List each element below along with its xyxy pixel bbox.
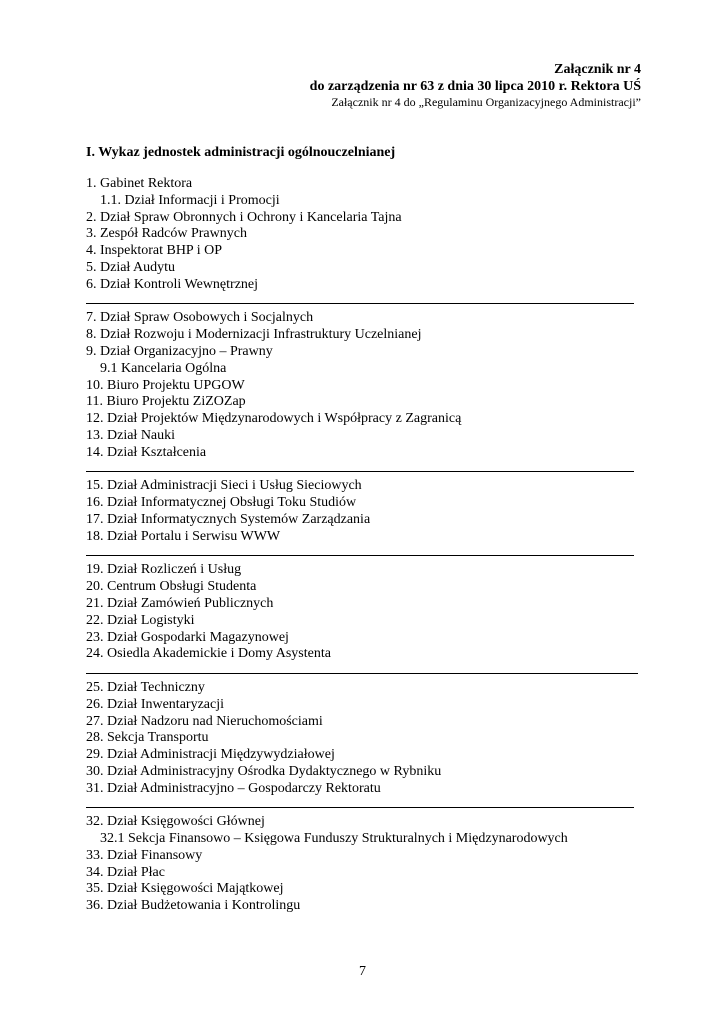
section-title: I. Wykaz jednostek administracji ogólnouczelnianej: [86, 145, 396, 160]
list-item: 12. Dział Projektów Międzynarodowych i Współpracy z Zagranicą: [86, 411, 462, 427]
document-header: [310, 61, 641, 110]
list-item: 19. Dział Rozliczeń i Usług: [86, 562, 242, 578]
attachment-number: Załącznik nr 4: [554, 62, 641, 77]
list-item: 21. Dział Zamówień Publicznych: [86, 595, 274, 611]
list-item: 3. Zespół Radców Prawnych: [86, 226, 247, 242]
list-item: 30. Dział Administracyjny Ośrodka Dydaktycznego w Rybniku: [86, 763, 442, 779]
list-item: 11. Biuro Projektu ZiZOZap: [86, 394, 246, 410]
list-item: 36. Dział Budżetowania i Kontrolingu: [86, 898, 301, 914]
group-divider: [86, 462, 646, 479]
list-item: 15. Dział Administracji Sieci i Usług Sieciowych: [86, 478, 362, 494]
list-item: 4. Inspektorat BHP i OP: [86, 243, 222, 259]
list-item: 17. Dział Informatycznych Systemów Zarządzania: [86, 511, 371, 527]
list-item: 1. Gabinet Rektora: [86, 176, 193, 191]
list-item: 24. Osiedla Akademickie i Domy Asystenta: [86, 646, 331, 662]
page-number: 7: [359, 964, 366, 979]
group-divider: [86, 546, 646, 563]
regulation-reference: Załącznik nr 4 do „Regulaminu Organizacyjnego Administracji”: [331, 95, 641, 109]
list-subitem: 32.1 Sekcja Finansowo – Księgowa Funduszy Strukturalnych i Międzynarodowych: [100, 831, 568, 847]
list-item: 5. Dział Audytu: [86, 259, 176, 275]
list-item: 23. Dział Gospodarki Magazynowej: [86, 629, 289, 645]
list-item: 33. Dział Finansowy: [86, 847, 203, 863]
list-item: 13. Dział Nauki: [86, 427, 176, 443]
list-item: 22. Dział Logistyki: [86, 612, 195, 628]
list-item: 7. Dział Spraw Osobowych i Socjalnych: [86, 310, 314, 326]
list-item: 9. Dział Organizacyjno – Prawny: [86, 343, 273, 359]
list-item: 27. Dział Nadzoru nad Nieruchomościami: [86, 713, 323, 729]
list-item: 6. Dział Kontroli Wewnętrznej: [86, 276, 259, 292]
list-item: 28. Sekcja Transportu: [86, 730, 209, 746]
list-item: 31. Dział Administracyjno – Gospodarczy Rektoratu: [86, 780, 381, 796]
list-item: 35. Dział Księgowości Majątkowej: [86, 881, 284, 897]
list-item: 14. Dział Kształcenia: [86, 444, 207, 460]
list-item: 10. Biuro Projektu UPGOW: [86, 377, 245, 393]
group-divider: [86, 294, 646, 311]
group-divider: [86, 797, 646, 814]
list-item: 8. Dział Rozwoju i Modernizacji Infrastruktury Uczelnianej: [86, 327, 422, 343]
ordinance-reference: do zarządzenia nr 63 z dnia 30 lipca 2010 r. Rektora UŚ: [309, 79, 641, 94]
list-subitem: 9.1 Kancelaria Ogólna: [100, 360, 227, 376]
list-item: 25. Dział Techniczny: [86, 679, 205, 695]
list-item: 2. Dział Spraw Obronnych i Ochrony i Kancelaria Tajna: [86, 209, 402, 225]
units-list: [86, 176, 646, 915]
list-item: 26. Dział Inwentaryzacji: [86, 696, 224, 712]
list-item: 32. Dział Księgowości Głównej: [86, 814, 265, 830]
list-subitem: 1.1. Dział Informacji i Promocji: [100, 192, 280, 208]
group-divider: [86, 663, 646, 680]
list-item: 16. Dział Informatycznej Obsługi Toku Studiów: [86, 495, 357, 511]
list-item: 20. Centrum Obsługi Studenta: [86, 579, 257, 595]
list-item: 29. Dział Administracji Międzywydziałowej: [86, 747, 335, 763]
list-item: 34. Dział Płac: [86, 864, 165, 880]
list-item: 18. Dział Portalu i Serwisu WWW: [86, 528, 281, 544]
